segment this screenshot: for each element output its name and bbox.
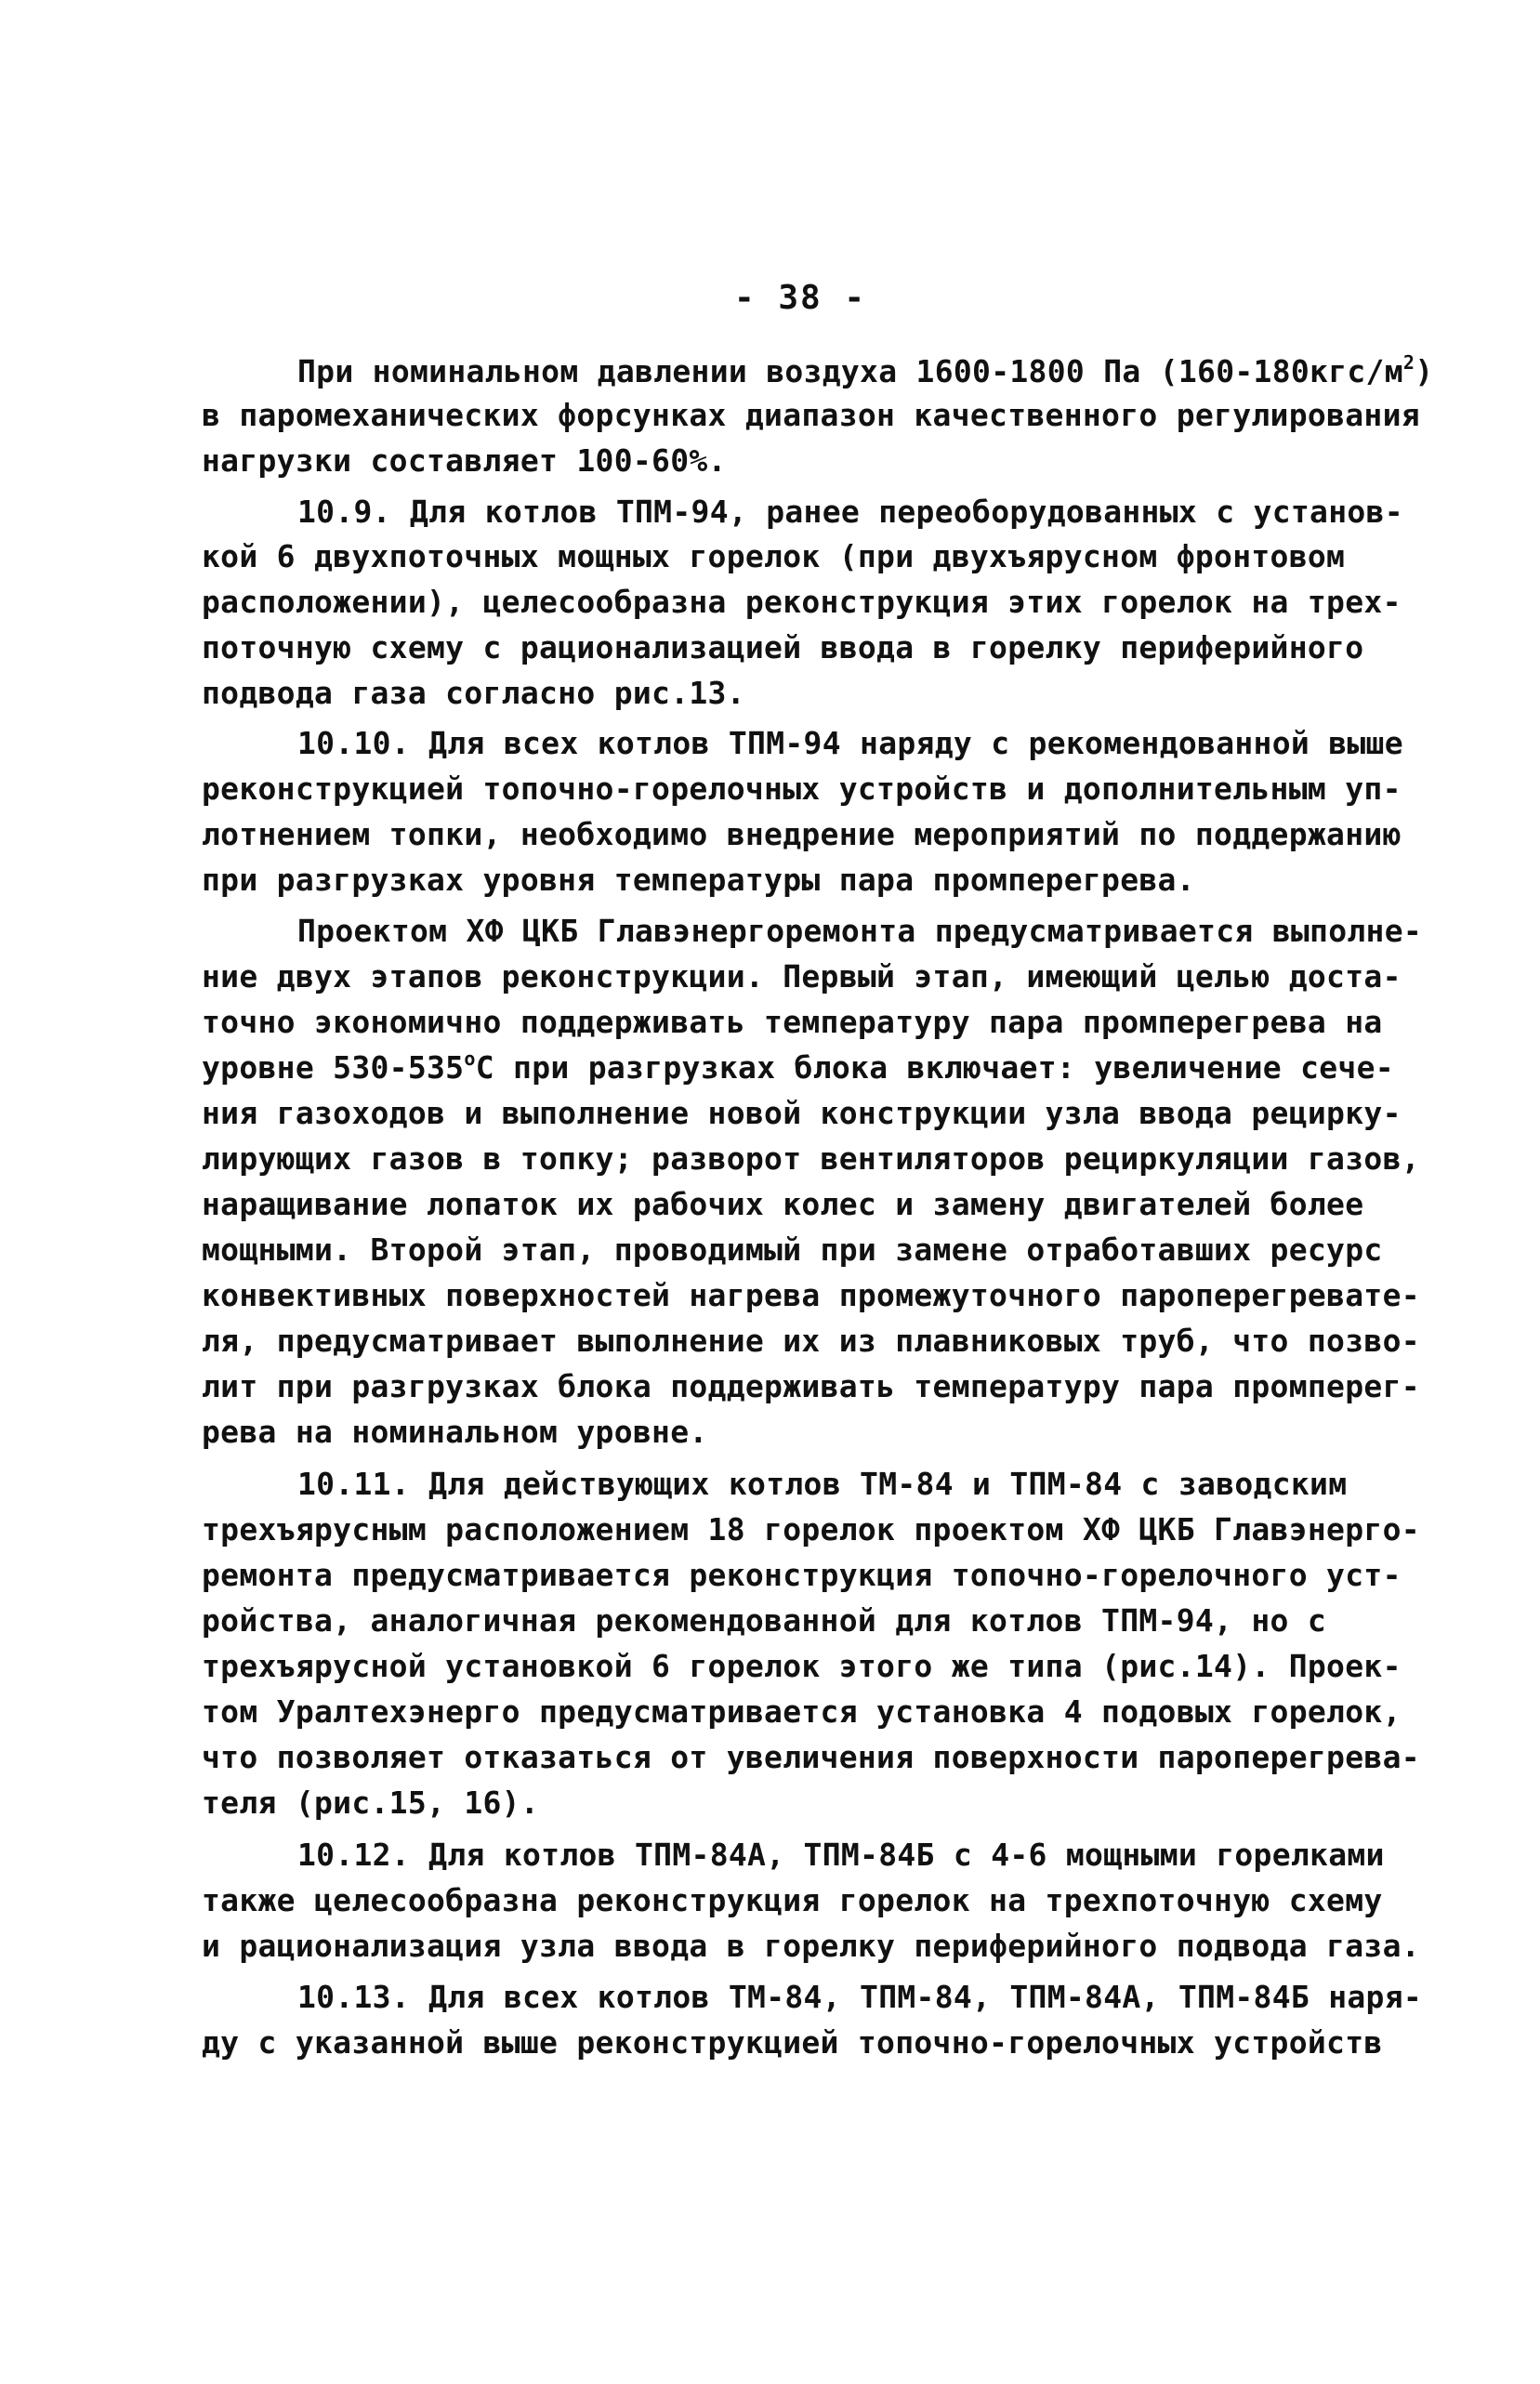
text-line: 10.13. Для всех котлов ТМ-84, ТПМ-84, ТПМ-84А, ТПМ-84Б наря- <box>297 1979 1423 2015</box>
text-line: расположении), целесообразна реконструкция этих горелок на трех- <box>202 584 1402 620</box>
text-line: лирующих газов в топку; разворот вентиляторов рециркуляции газов, <box>202 1140 1420 1177</box>
text-line-content: При номинальном давлении воздуха 1600-1800 Па (160-180кгс/м <box>297 353 1403 389</box>
text-line: Проектом ХФ ЦКБ Главэнергоремонта предусматривается выполне- <box>297 913 1423 949</box>
superscript: о <box>464 1047 476 1070</box>
text-line: нагрузки составляет 100-60%. <box>202 442 727 479</box>
text-line: 10.12. Для котлов ТПМ-84А, ТПМ-84Б с 4-6 мощными горелками <box>297 1837 1385 1873</box>
text-line: лотнением топки, необходимо внедрение мероприятий по поддержанию <box>202 816 1402 852</box>
text-line <box>202 1049 1394 1087</box>
text-line: подвода газа согласно рис.13. <box>202 675 745 711</box>
text-line: лит при разгрузках блока поддерживать температуру пара промперег- <box>202 1368 1420 1404</box>
text-line: наращивание лопаток их рабочих колес и замену двигателей более <box>202 1186 1364 1222</box>
text-line: мощными. Второй этап, проводимый при замене отработавших ресурс <box>202 1232 1383 1268</box>
text-line: поточную схему с рационализацией ввода в горелку периферийного <box>202 629 1364 665</box>
superscript: 2 <box>1402 351 1415 374</box>
text-line: ние двух этапов реконструкции. Первый этап, имеющий целью доста- <box>202 958 1402 994</box>
text-line: ройства, аналогичная рекомендованной для котлов ТПМ-94, но с <box>202 1602 1327 1639</box>
text-line: ния газоходов и выполнение новой конструкции узла ввода рецирку- <box>202 1095 1402 1131</box>
text-line: трехъярусной установкой 6 горелок этого же типа (рис.14). Проек- <box>202 1648 1402 1684</box>
text-line-tail: С при разгрузках блока включает: увеличение сече- <box>475 1049 1394 1086</box>
text-line: при разгрузках уровня температуры пара промперегрева. <box>202 862 1195 898</box>
text-line: также целесообразна реконструкция горелок на трехпоточную схему <box>202 1882 1383 1918</box>
text-line: кой 6 двухпоточных мощных горелок (при двухъярусном фронтовом <box>202 538 1346 574</box>
text-line: ремонта предусматривается реконструкция топочно-горелочного уст- <box>202 1557 1402 1593</box>
text-line: что позволяет отказаться от увеличения поверхности пароперегрева- <box>202 1739 1420 1775</box>
text-line: конвективных поверхностей нагрева промежуточного пароперегревате- <box>202 1277 1420 1313</box>
text-line: точно экономично поддерживать температуру пара промперегрева на <box>202 1004 1383 1040</box>
text-line: 10.10. Для всех котлов ТПМ-94 наряду с рекомендованной выше <box>297 725 1403 761</box>
text-line: 10.11. Для действующих котлов ТМ-84 и ТПМ-84 с заводским <box>297 1466 1348 1502</box>
text-line: рева на номинальном уровне. <box>202 1414 708 1450</box>
text-line-content: уровне 530-535 <box>202 1049 465 1086</box>
text-line: трехъярусным расположением 18 горелок проектом ХФ ЦКБ Главэнерго- <box>202 1511 1420 1548</box>
text-line: в паромеханических форсунках диапазон качественного регулирования <box>202 397 1420 433</box>
text-line: ля, предусматривает выполнение их из плавниковых труб, что позво- <box>202 1323 1420 1359</box>
text-line <box>297 353 1433 390</box>
text-line: реконструкцией топочно-горелочных устройств и дополнительным уп- <box>202 771 1402 807</box>
page-number: - 38 - <box>734 279 867 317</box>
text-line: 10.9. Для котлов ТПМ-94, ранее переоборудованных с установ- <box>297 494 1403 530</box>
text-line: ду с указанной выше реконструкцией топочно-горелочных устройств <box>202 2024 1383 2061</box>
text-line: том Уралтехэнерго предусматривается установка 4 подовых горелок, <box>202 1693 1402 1730</box>
text-line: теля (рис.15, 16). <box>202 1785 540 1821</box>
text-line-tail: ) <box>1415 353 1434 389</box>
text-line: и рационализация узла ввода в горелку периферийного подвода газа. <box>202 1928 1420 1964</box>
